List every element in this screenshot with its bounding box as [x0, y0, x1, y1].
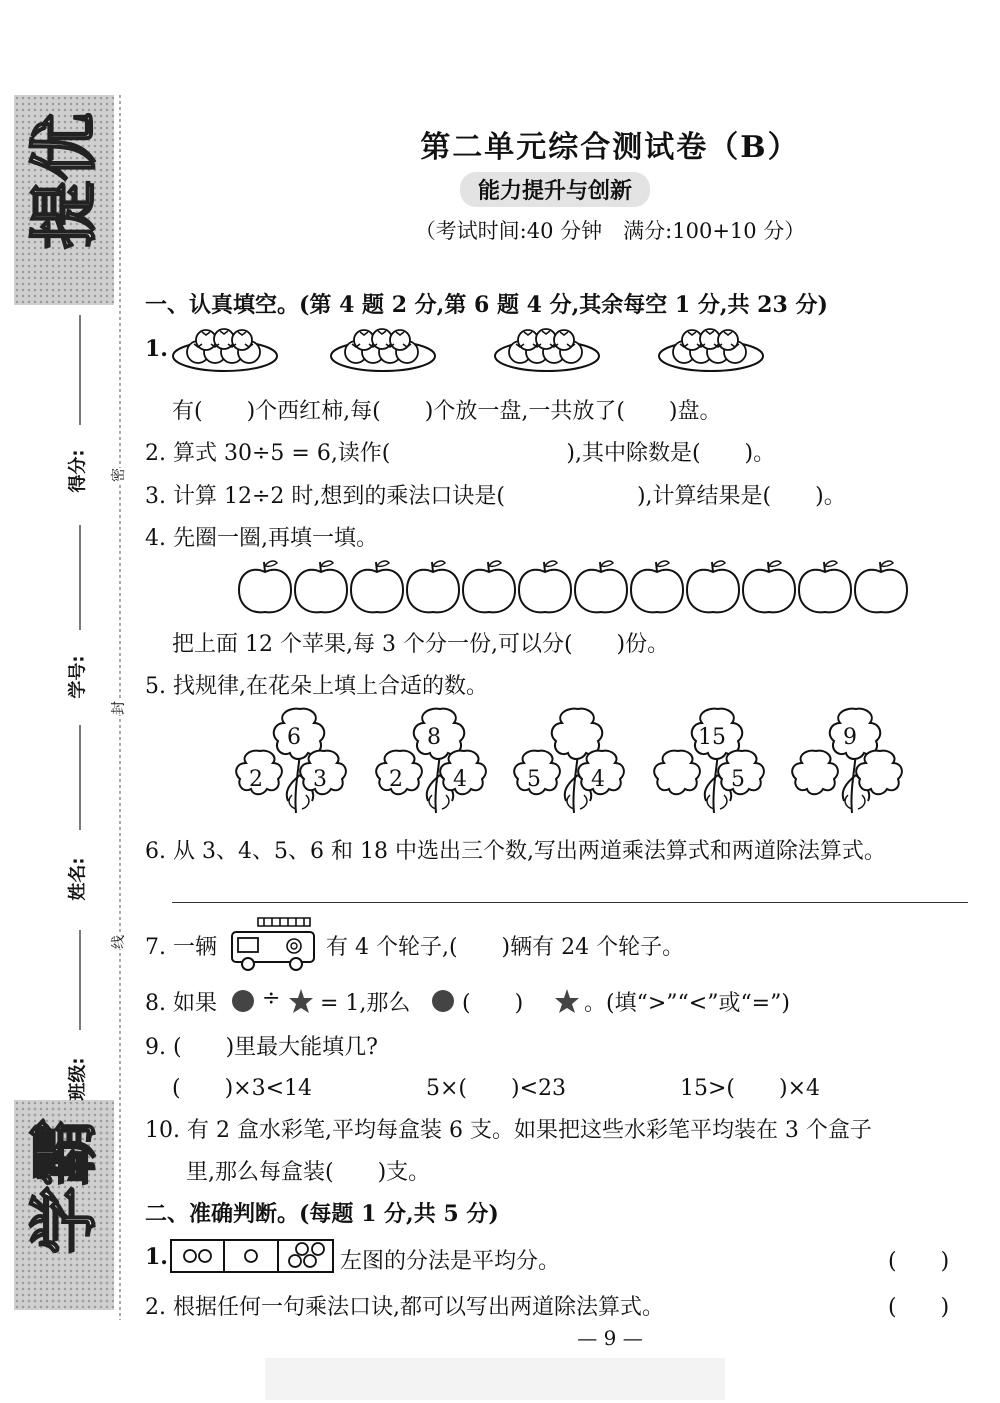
division-boxes [170, 1238, 334, 1274]
flowers-graphic [230, 705, 930, 815]
score-label: 得分: [67, 449, 89, 493]
circle-symbol-icon-2 [432, 990, 454, 1012]
q1-text: 有( )个西红柿,每( )个放一盘,一共放了( )盘。 [172, 399, 722, 424]
bottom-stamp-box [14, 1100, 114, 1310]
seal-char-feng: 封 [108, 701, 128, 715]
tomato-plates [170, 322, 770, 382]
q8-equals: = 1,那么 [320, 991, 411, 1016]
q7-part-b: 有 4 个轮子,( )辆有 24 个轮子。 [326, 935, 685, 960]
exam-info: （考试时间:40 分钟 满分:100+10 分） [414, 219, 806, 243]
fire-truck-icon [228, 914, 320, 972]
j2-answer[interactable]: ( ) [888, 1295, 950, 1320]
q8-paren: ( ) [462, 991, 524, 1016]
name-label: 姓名: [67, 857, 89, 901]
q2: 2. 算式 30÷5 = 6,读作( ),其中除数是( )。 [145, 441, 776, 466]
flower-3-left: 5 [527, 767, 541, 792]
q6: 6. 从 3、4、5、6 和 18 中选出三个数,写出两道乘法算式和两道除法算式。 [145, 839, 886, 864]
flower-2-top: 8 [427, 725, 441, 750]
flower-3-right: 4 [591, 767, 605, 792]
q1-number: 1. [145, 336, 168, 362]
q10-b: 里,那么每盒装( )支。 [186, 1160, 431, 1185]
star-symbol-icon [288, 988, 314, 1014]
flower-2-right: 4 [453, 767, 467, 792]
footer-bar [265, 1358, 725, 1400]
q4: 4. 先圈一圈,再填一填。 [145, 526, 378, 551]
q8-part-a: 8. 如果 [145, 991, 217, 1016]
q9-b: 5×( )<23 [426, 1076, 567, 1101]
q9-c: 15>( )×4 [680, 1076, 821, 1101]
q10-a: 10. 有 2 盒水彩笔,平均每盒装 6 支。如果把这些水彩笔平均装在 3 个盒子 [145, 1118, 872, 1143]
j2-text: 2. 根据任何一句乘法口诀,都可以写出两道除法算式。 [145, 1295, 664, 1320]
page-number: — 9 — [577, 1326, 643, 1350]
q5: 5. 找规律,在花朵上填上合适的数。 [145, 674, 488, 699]
q6-answer-line [172, 902, 968, 903]
section2-heading: 二、准确判断。(每题 1 分,共 5 分) [145, 1201, 499, 1227]
q4-text: 把上面 12 个苹果,每 3 个分一份,可以分( )份。 [172, 632, 670, 657]
q3: 3. 计算 12÷2 时,想到的乘法口诀是( ),计算结果是( )。 [145, 484, 846, 509]
q9-a: ( )×3<14 [172, 1076, 313, 1101]
flower-5-top: 9 [843, 725, 857, 750]
side-field-lines [60, 310, 100, 1100]
q8-divide: ÷ [262, 986, 281, 1011]
bottom-stamp-text: 学霸 [26, 1118, 105, 1255]
class-label: 班级: [67, 1057, 89, 1101]
flower-1-right: 3 [313, 767, 327, 792]
seal-char-mi: 密 [108, 468, 128, 482]
seal-char-xian: 线 [108, 935, 128, 949]
student-id-label: 学号: [67, 655, 89, 699]
q8-note: 。(填“>”“<”或“=”) [584, 991, 790, 1016]
j1-answer[interactable]: ( ) [888, 1249, 950, 1274]
flower-4-top: 15 [698, 725, 726, 750]
apples-row [235, 558, 915, 618]
j1-number: 1. [145, 1244, 168, 1270]
q7-part-a: 7. 一辆 [145, 935, 217, 960]
flower-4-right: 5 [731, 767, 745, 792]
subtitle-wrap [0, 172, 1000, 207]
circle-symbol-icon [232, 990, 254, 1012]
q9: 9. ( )里最大能填几? [145, 1035, 378, 1060]
subtitle: 能力提升与创新 [460, 172, 650, 207]
flower-1-left: 2 [249, 767, 263, 792]
star-symbol-icon-2 [554, 988, 580, 1014]
j1-text: 左图的分法是平均分。 [340, 1249, 561, 1274]
section1-heading: 一、认真填空。(第 4 题 2 分,第 6 题 4 分,其余每空 1 分,共 23 分) [145, 292, 828, 318]
top-stamp-text: 提优 [26, 113, 105, 250]
page-title: 第二单元综合测试卷（B） [420, 130, 800, 165]
flower-1-top: 6 [287, 725, 301, 750]
flower-2-left: 2 [389, 767, 403, 792]
